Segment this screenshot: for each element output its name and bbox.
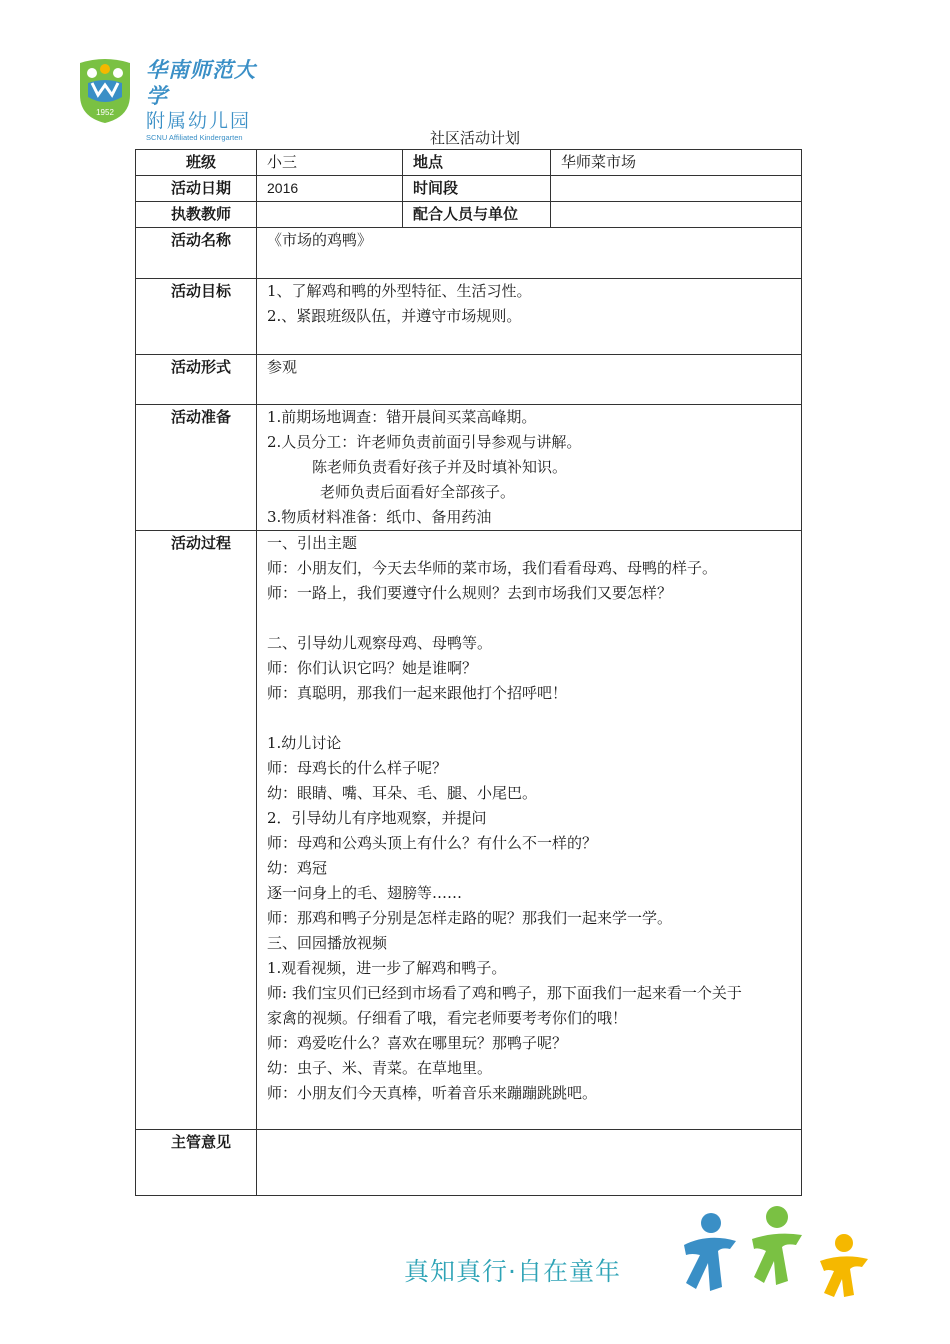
table-row [136, 176, 802, 202]
prep-line: 1.前期场地调查：错开晨间买菜高峰期。 [267, 408, 537, 426]
process-line: 幼：鸡冠 [267, 859, 328, 877]
process-line [267, 706, 801, 731]
period-label: 时间段 [403, 176, 551, 202]
process-line: 幼：眼睛、嘴、耳朵、毛、腿、小尾巴。 [267, 784, 538, 802]
prep-line: 陈老师负责看好孩子并及时填补知识。 [312, 458, 568, 476]
prep-line: 3.物质材料准备：纸巾、备用药油 [267, 508, 492, 526]
process-line: 师: 我们宝贝们已经到市场看了鸡和鸭子，那下面我们一起来看一个关于 [267, 984, 742, 1002]
process-line: 师：那鸡和鸭子分别是怎样走路的呢？那我们一起来学一学。 [267, 909, 673, 927]
supervisor-opinion-value [257, 1130, 802, 1196]
process-line: 一、引出主题 [267, 534, 358, 552]
logo-year: 1952 [96, 108, 114, 117]
logo-university-name: 华南师范大学 [146, 58, 256, 108]
class-label: 班级 [136, 150, 257, 176]
table-row [136, 531, 802, 1130]
document-title: 社区活动计划 [429, 129, 520, 147]
logo-english-name: SCNU Affiliated Kindergarten [146, 133, 243, 142]
activity-plan-table [135, 149, 802, 1196]
process-line: 师：真聪明，那我们一起来跟他打个招呼吧！ [267, 684, 568, 702]
activity-name-label: 活动名称 [136, 228, 257, 279]
process-line: 三、回园播放视频 [267, 934, 388, 952]
table-row [136, 150, 802, 176]
activity-prep-label: 活动准备 [136, 405, 257, 531]
logo-badge-icon [76, 55, 134, 123]
date-value: 2016 [257, 176, 403, 202]
teacher-value [257, 202, 403, 228]
process-line: 师：你们认识它吗？她是谁啊？ [267, 659, 478, 677]
goal-line: 2.、紧跟班级队伍，并遵守市场规则。 [267, 307, 522, 325]
process-line: 幼：虫子、米、青菜。在草地里。 [267, 1059, 493, 1077]
activity-process-label: 活动过程 [136, 531, 257, 1130]
activity-form-value: 参观 [257, 355, 802, 405]
process-line: 师：小朋友们，今天去华师的菜市场，我们看看母鸡、母鸭的样子。 [267, 559, 718, 577]
process-line: 师：母鸡长的什么样子呢？ [267, 759, 448, 777]
footer-slogan: 真知真行·自在童年 [404, 1257, 621, 1286]
activity-goal-label: 活动目标 [136, 279, 257, 355]
process-line: 师：一路上，我们要遵守什么规则？去到市场我们又要怎样？ [267, 584, 673, 602]
activity-name-value: 《市场的鸡鸭》 [257, 228, 802, 279]
class-value: 小三 [257, 150, 403, 176]
logo-kindergarten-name: 附属幼儿园 [146, 110, 252, 132]
supervisor-opinion-label: 主管意见 [136, 1130, 257, 1196]
process-line: 师：小朋友们今天真棒，听着音乐来蹦蹦跳跳吧。 [267, 1084, 598, 1102]
place-value: 华师菜市场 [551, 150, 802, 176]
table-row [136, 228, 802, 279]
kindergarten-logo [76, 55, 266, 142]
process-line: 师：鸡爱吃什么？喜欢在哪里玩？那鸭子呢？ [267, 1034, 568, 1052]
process-line [267, 606, 801, 631]
process-line: 逐一问身上的毛、翅膀等…… [267, 884, 463, 902]
process-line: 1.观看视频，进一步了解鸡和鸭子。 [267, 959, 507, 977]
activity-form-label: 活动形式 [136, 355, 257, 405]
process-line: 家禽的视频。仔细看了哦，看完老师要考考你们的哦！ [267, 1009, 628, 1027]
kids-illustration-icon [678, 1205, 874, 1300]
activity-goal-content [257, 279, 802, 355]
period-value [551, 176, 802, 202]
staff-label: 配合人员与单位 [403, 202, 551, 228]
table-row [136, 1130, 802, 1196]
process-line: 2．引导幼儿有序地观察，并提问 [267, 809, 487, 827]
staff-value [551, 202, 802, 228]
table-row [136, 405, 802, 531]
table-row [136, 355, 802, 405]
place-label: 地点 [403, 150, 551, 176]
activity-process-content [257, 531, 802, 1130]
activity-prep-content [257, 405, 802, 531]
process-line: 二、引导幼儿观察母鸡、母鸭等。 [267, 634, 493, 652]
process-line: 师：母鸡和公鸡头顶上有什么？有什么不一样的？ [267, 834, 598, 852]
prep-line: 2.人员分工：许老师负责前面引导参观与讲解。 [267, 433, 582, 451]
process-line: 1.幼儿讨论 [267, 734, 342, 752]
prep-line: 老师负责后面看好全部孩子。 [320, 483, 516, 501]
table-row [136, 202, 802, 228]
table-row [136, 279, 802, 355]
goal-line: 1、了解鸡和鸭的外型特征、生活习性。 [267, 282, 532, 300]
date-label: 活动日期 [136, 176, 257, 202]
teacher-label: 执教教师 [136, 202, 257, 228]
